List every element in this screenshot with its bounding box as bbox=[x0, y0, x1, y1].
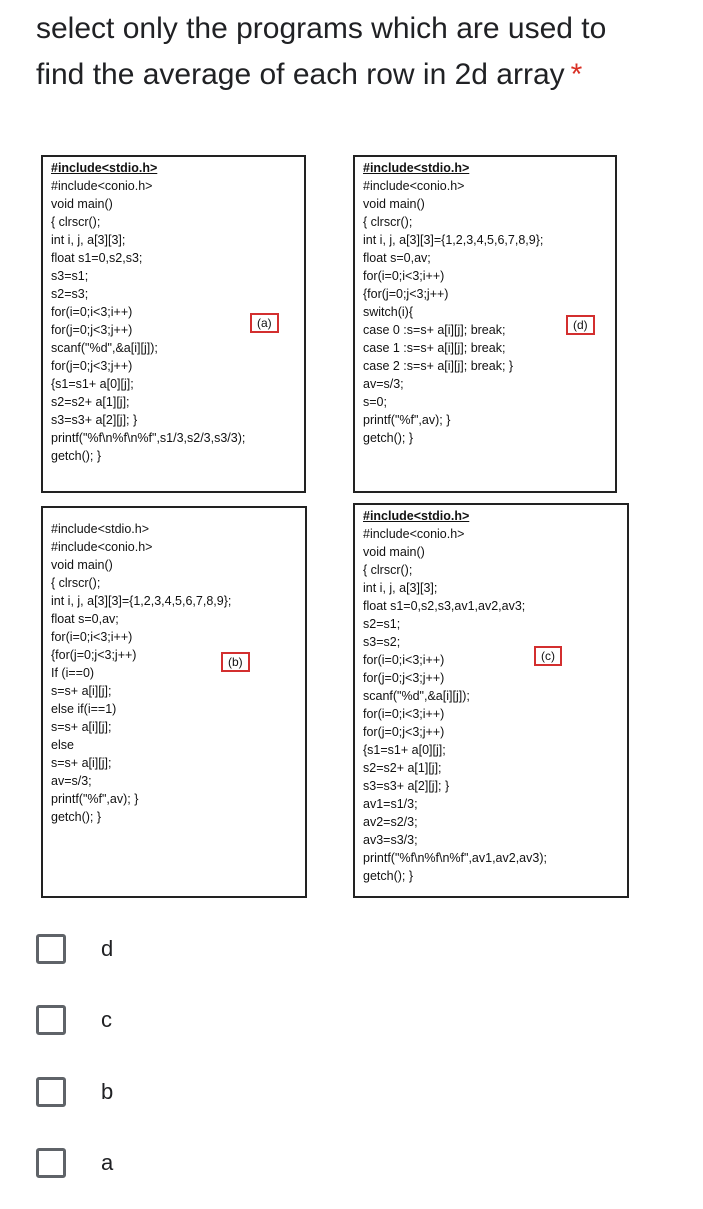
program-b-code bbox=[51, 520, 297, 826]
code-line: #include<conio.h> bbox=[363, 527, 465, 541]
code-line: printf("%f",av); } bbox=[51, 792, 139, 806]
code-line: for(i=0;i<3;i++) bbox=[363, 269, 445, 283]
code-line: If (i==0) bbox=[51, 666, 95, 680]
option-d-label[interactable]: d bbox=[101, 936, 114, 961]
code-line: { clrscr(); bbox=[363, 215, 413, 229]
option-c-checkbox[interactable] bbox=[36, 1005, 66, 1035]
option-d[interactable] bbox=[36, 929, 336, 969]
code-line: #include<conio.h> bbox=[51, 540, 153, 554]
code-line: #include<stdio.h> bbox=[51, 161, 158, 175]
program-d-tag: (d) bbox=[566, 315, 595, 335]
code-line: void main() bbox=[51, 558, 113, 572]
code-line: printf("%f\n%f\n%f",av1,av2,av3); bbox=[363, 851, 547, 865]
question-line-2 bbox=[36, 52, 686, 98]
code-line: void main() bbox=[363, 545, 425, 559]
code-line: #include<conio.h> bbox=[363, 179, 465, 193]
code-line: s2=s3; bbox=[51, 287, 89, 301]
code-line: s2=s1; bbox=[363, 617, 401, 631]
code-line: for(i=0;i<3;i++) bbox=[51, 630, 133, 644]
question-line-1: select only the programs which are used to bbox=[36, 12, 607, 45]
code-line: scanf("%d",&a[i][j]); bbox=[363, 689, 470, 703]
code-line: float s=0,av; bbox=[363, 251, 431, 265]
code-line: s2=s2+ a[1][j]; bbox=[363, 761, 442, 775]
option-c[interactable] bbox=[36, 1000, 336, 1040]
code-line: #include<stdio.h> bbox=[363, 509, 470, 523]
program-c-code bbox=[363, 507, 619, 885]
program-a-tag: (a) bbox=[250, 313, 279, 333]
code-line: s=s+ a[i][j]; bbox=[51, 720, 112, 734]
program-c-tag: (c) bbox=[534, 646, 562, 666]
program-b-image bbox=[41, 506, 307, 898]
code-line: for(i=0;i<3;i++) bbox=[363, 707, 445, 721]
question-line-2-text: find the average of each row in 2d array bbox=[36, 58, 565, 91]
code-line: { clrscr(); bbox=[363, 563, 413, 577]
code-line: for(j=0;j<3;j++) bbox=[51, 323, 133, 337]
code-line: switch(i){ bbox=[363, 305, 414, 319]
code-line: { clrscr(); bbox=[51, 215, 101, 229]
code-line: for(i=0;i<3;i++) bbox=[363, 653, 445, 667]
question-title bbox=[36, 6, 686, 98]
option-b[interactable] bbox=[36, 1072, 336, 1112]
code-line: #include<stdio.h> bbox=[51, 522, 149, 536]
program-d-code bbox=[363, 159, 607, 447]
code-line: printf("%f\n%f\n%f",s1/3,s2/3,s3/3); bbox=[51, 431, 246, 445]
code-line: av=s/3; bbox=[363, 377, 404, 391]
code-line: s=0; bbox=[363, 395, 387, 409]
code-line: printf("%f",av); } bbox=[363, 413, 451, 427]
code-line: void main() bbox=[51, 197, 113, 211]
code-line: getch(); } bbox=[51, 810, 102, 824]
code-line: scanf("%d",&a[i][j]); bbox=[51, 341, 158, 355]
code-line: int i, j, a[3][3]; bbox=[51, 233, 126, 247]
code-line: case 1 :s=s+ a[i][j]; break; bbox=[363, 341, 506, 355]
code-line: int i, j, a[3][3]={1,2,3,4,5,6,7,8,9}; bbox=[363, 233, 544, 247]
code-line: for(j=0;j<3;j++) bbox=[51, 359, 133, 373]
code-line: s3=s2; bbox=[363, 635, 401, 649]
code-line: s=s+ a[i][j]; bbox=[51, 756, 112, 770]
code-line: for(j=0;j<3;j++) bbox=[363, 671, 445, 685]
code-line: #include<conio.h> bbox=[51, 179, 153, 193]
code-line: av2=s2/3; bbox=[363, 815, 418, 829]
code-line: float s=0,av; bbox=[51, 612, 119, 626]
code-line: s3=s3+ a[2][j]; } bbox=[51, 413, 138, 427]
code-line: getch(); } bbox=[51, 449, 102, 463]
program-c-image bbox=[353, 503, 629, 898]
program-a-code bbox=[51, 159, 296, 465]
code-line: {s1=s1+ a[0][j]; bbox=[51, 377, 134, 391]
code-line: else bbox=[51, 738, 74, 752]
option-a-checkbox[interactable] bbox=[36, 1148, 66, 1178]
code-line: void main() bbox=[363, 197, 425, 211]
code-line: else if(i==1) bbox=[51, 702, 117, 716]
code-line: getch(); } bbox=[363, 869, 414, 883]
code-line: av=s/3; bbox=[51, 774, 92, 788]
code-line: s=s+ a[i][j]; bbox=[51, 684, 112, 698]
option-b-label[interactable]: b bbox=[101, 1079, 114, 1104]
code-line: {for(j=0;j<3;j++) bbox=[51, 648, 137, 662]
code-line: s3=s1; bbox=[51, 269, 89, 283]
code-line: s2=s2+ a[1][j]; bbox=[51, 395, 130, 409]
option-a-label[interactable]: a bbox=[101, 1150, 114, 1175]
code-line: int i, j, a[3][3]={1,2,3,4,5,6,7,8,9}; bbox=[51, 594, 232, 608]
code-line: float s1=0,s2,s3,av1,av2,av3; bbox=[363, 599, 526, 613]
code-line: {s1=s1+ a[0][j]; bbox=[363, 743, 446, 757]
code-line: getch(); } bbox=[363, 431, 414, 445]
code-line: s3=s3+ a[2][j]; } bbox=[363, 779, 450, 793]
code-line: {for(j=0;j<3;j++) bbox=[363, 287, 449, 301]
option-b-checkbox[interactable] bbox=[36, 1077, 66, 1107]
code-line: case 2 :s=s+ a[i][j]; break; } bbox=[363, 359, 514, 373]
option-a[interactable] bbox=[36, 1143, 336, 1183]
option-d-checkbox[interactable] bbox=[36, 934, 66, 964]
code-line: av1=s1/3; bbox=[363, 797, 418, 811]
code-line: float s1=0,s2,s3; bbox=[51, 251, 143, 265]
code-line: int i, j, a[3][3]; bbox=[363, 581, 438, 595]
program-b-tag: (b) bbox=[221, 652, 250, 672]
code-line: av3=s3/3; bbox=[363, 833, 418, 847]
code-line: for(i=0;i<3;i++) bbox=[51, 305, 133, 319]
code-line: for(j=0;j<3;j++) bbox=[363, 725, 445, 739]
required-asterisk: * bbox=[570, 58, 583, 91]
option-c-label[interactable]: c bbox=[101, 1007, 112, 1032]
code-line: { clrscr(); bbox=[51, 576, 101, 590]
code-line: #include<stdio.h> bbox=[363, 161, 470, 175]
code-line: case 0 :s=s+ a[i][j]; break; bbox=[363, 323, 506, 337]
